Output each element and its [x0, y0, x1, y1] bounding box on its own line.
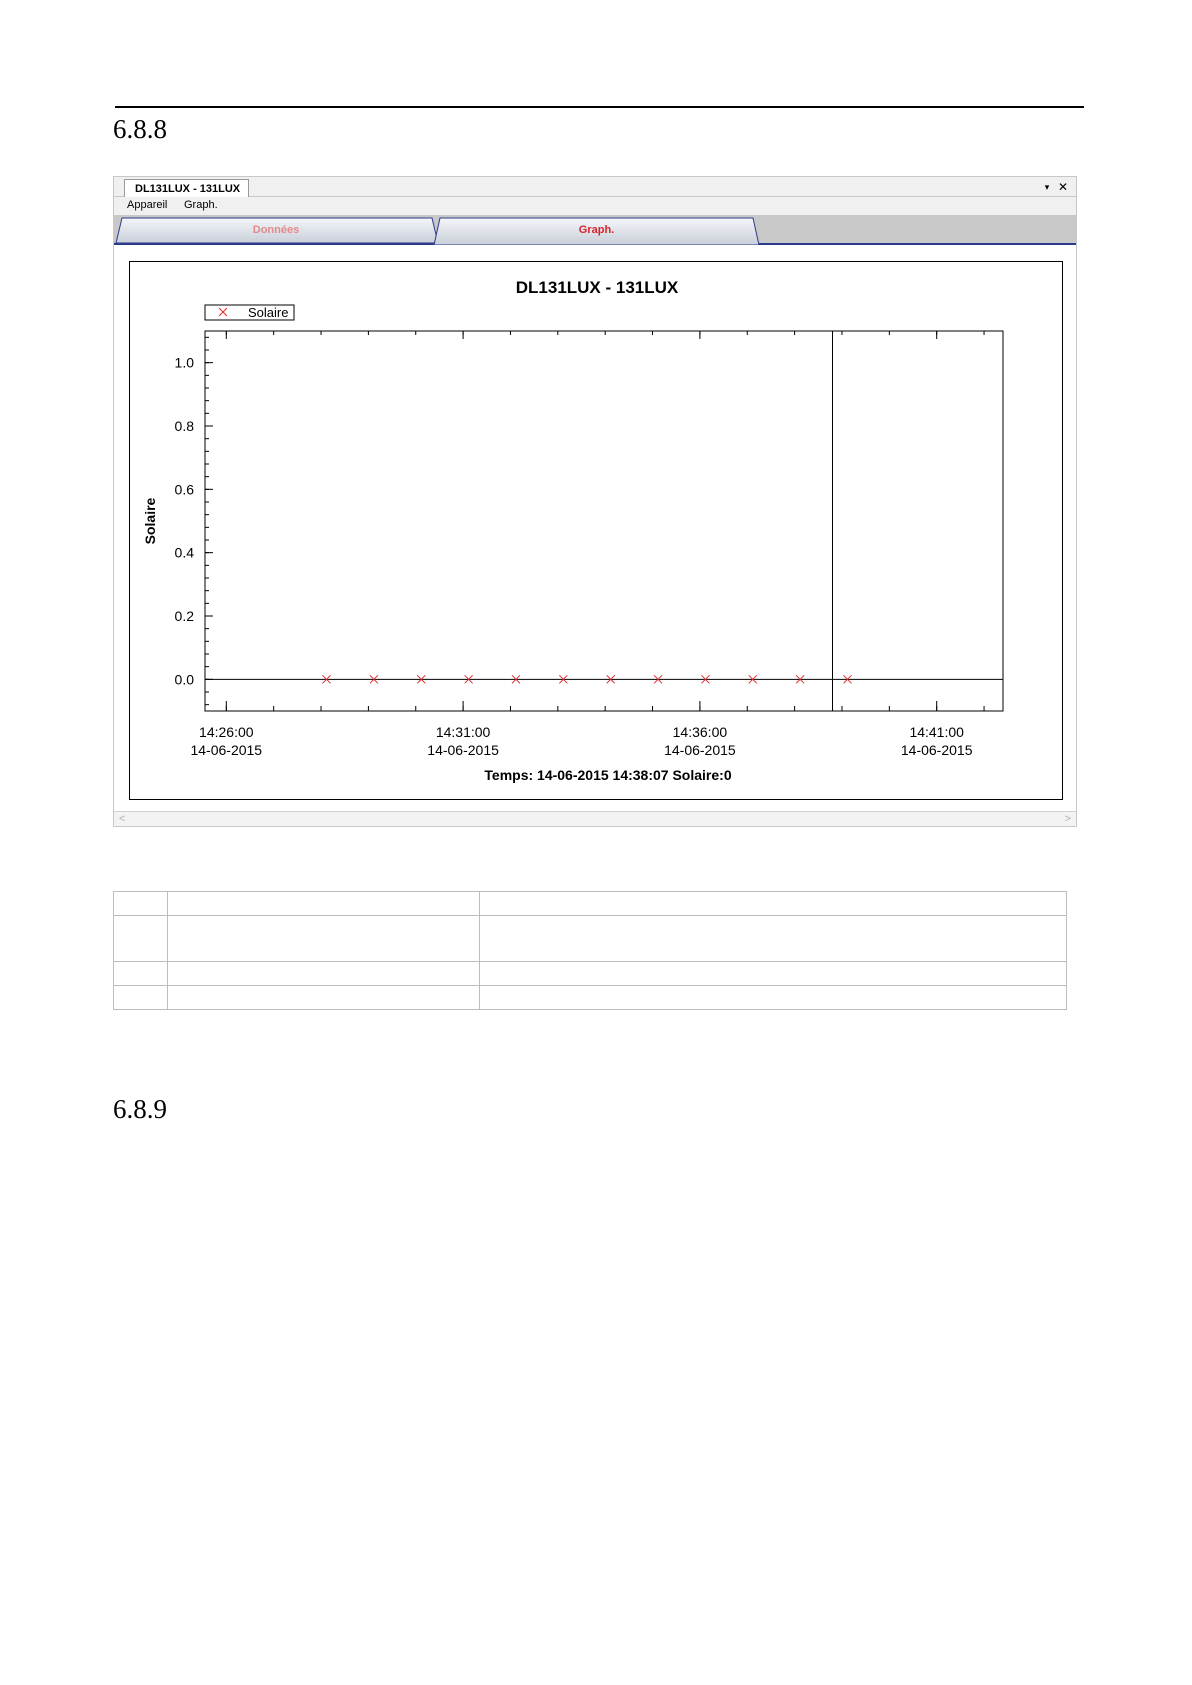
x-tick-date-label: 14-06-2015: [190, 742, 263, 758]
menu-bar: [114, 197, 1076, 215]
app-window: [113, 176, 1077, 827]
x-tick-label: 14:26:00: [199, 724, 254, 740]
y-tick-label: 0.4: [174, 544, 194, 561]
table-cell: [168, 986, 480, 1010]
y-tick-label: 1.0: [174, 354, 194, 371]
y-tick-label: 0.2: [174, 608, 194, 624]
scroll-right-icon[interactable]: >: [1064, 813, 1071, 825]
table-row: [114, 986, 1067, 1010]
table-cell: [114, 892, 168, 916]
document-tab[interactable]: DL131LUX - 131LUX: [124, 179, 249, 199]
chart[interactable]: [130, 262, 1064, 801]
tab-donnees[interactable]: [114, 217, 438, 243]
x-tick-label: 14:36:00: [672, 724, 728, 740]
x-tick-date-label: 14-06-2015: [900, 742, 973, 758]
table-cell: [480, 986, 1067, 1010]
table-cell: [480, 962, 1067, 986]
horizontal-scrollbar[interactable]: [114, 811, 1076, 827]
table-cell: [114, 962, 168, 986]
x-tick-label: 14:31:00: [435, 724, 491, 740]
x-tick-label: 14:41:00: [909, 724, 964, 740]
status-readout: Temps: 14-06-2015 14:38:07 Solaire:0: [484, 767, 732, 783]
table-cell: [168, 962, 480, 986]
table-row: [114, 962, 1067, 986]
document-table: [113, 891, 1067, 1010]
table-cell: [114, 916, 168, 962]
tab-graph[interactable]: [434, 217, 759, 243]
table-cell: [114, 986, 168, 1010]
plot-area: [205, 331, 1003, 711]
table-cell: [168, 916, 480, 962]
section-number: 6.8.8: [113, 114, 167, 144]
table-cell: [480, 892, 1067, 916]
x-tick-date-label: 14-06-2015: [664, 742, 736, 758]
view-tab-strip: [114, 215, 1076, 245]
document-tab-bar: [114, 177, 1076, 197]
table-cell: [480, 916, 1067, 962]
section-number: 6.8.9: [113, 1094, 167, 1124]
chart-panel: [129, 261, 1063, 800]
y-axis-label: Solaire: [142, 497, 158, 545]
y-tick-label: 0.8: [174, 418, 194, 434]
table-row: [114, 916, 1067, 962]
table-row: [114, 892, 1067, 916]
menu-item-appareil[interactable]: Appareil: [127, 199, 168, 211]
table-cell: [168, 892, 480, 916]
window-list-dropdown-icon[interactable]: ▾: [1044, 182, 1050, 192]
y-tick-label: 0.0: [174, 671, 194, 688]
tab-donnees-label: Données: [252, 224, 300, 236]
scroll-left-icon[interactable]: <: [119, 813, 126, 825]
tab-graph-label: Graph.: [578, 224, 615, 236]
chart-title: DL131LUX - 131LUX: [515, 278, 679, 297]
menu-item-graph[interactable]: Graph.: [184, 199, 218, 211]
header-rule: [115, 106, 1084, 108]
close-icon[interactable]: ✕: [1057, 180, 1069, 194]
x-tick-date-label: 14-06-2015: [427, 742, 499, 758]
y-tick-label: 0.6: [174, 481, 194, 498]
legend-label: Solaire: [248, 305, 289, 320]
